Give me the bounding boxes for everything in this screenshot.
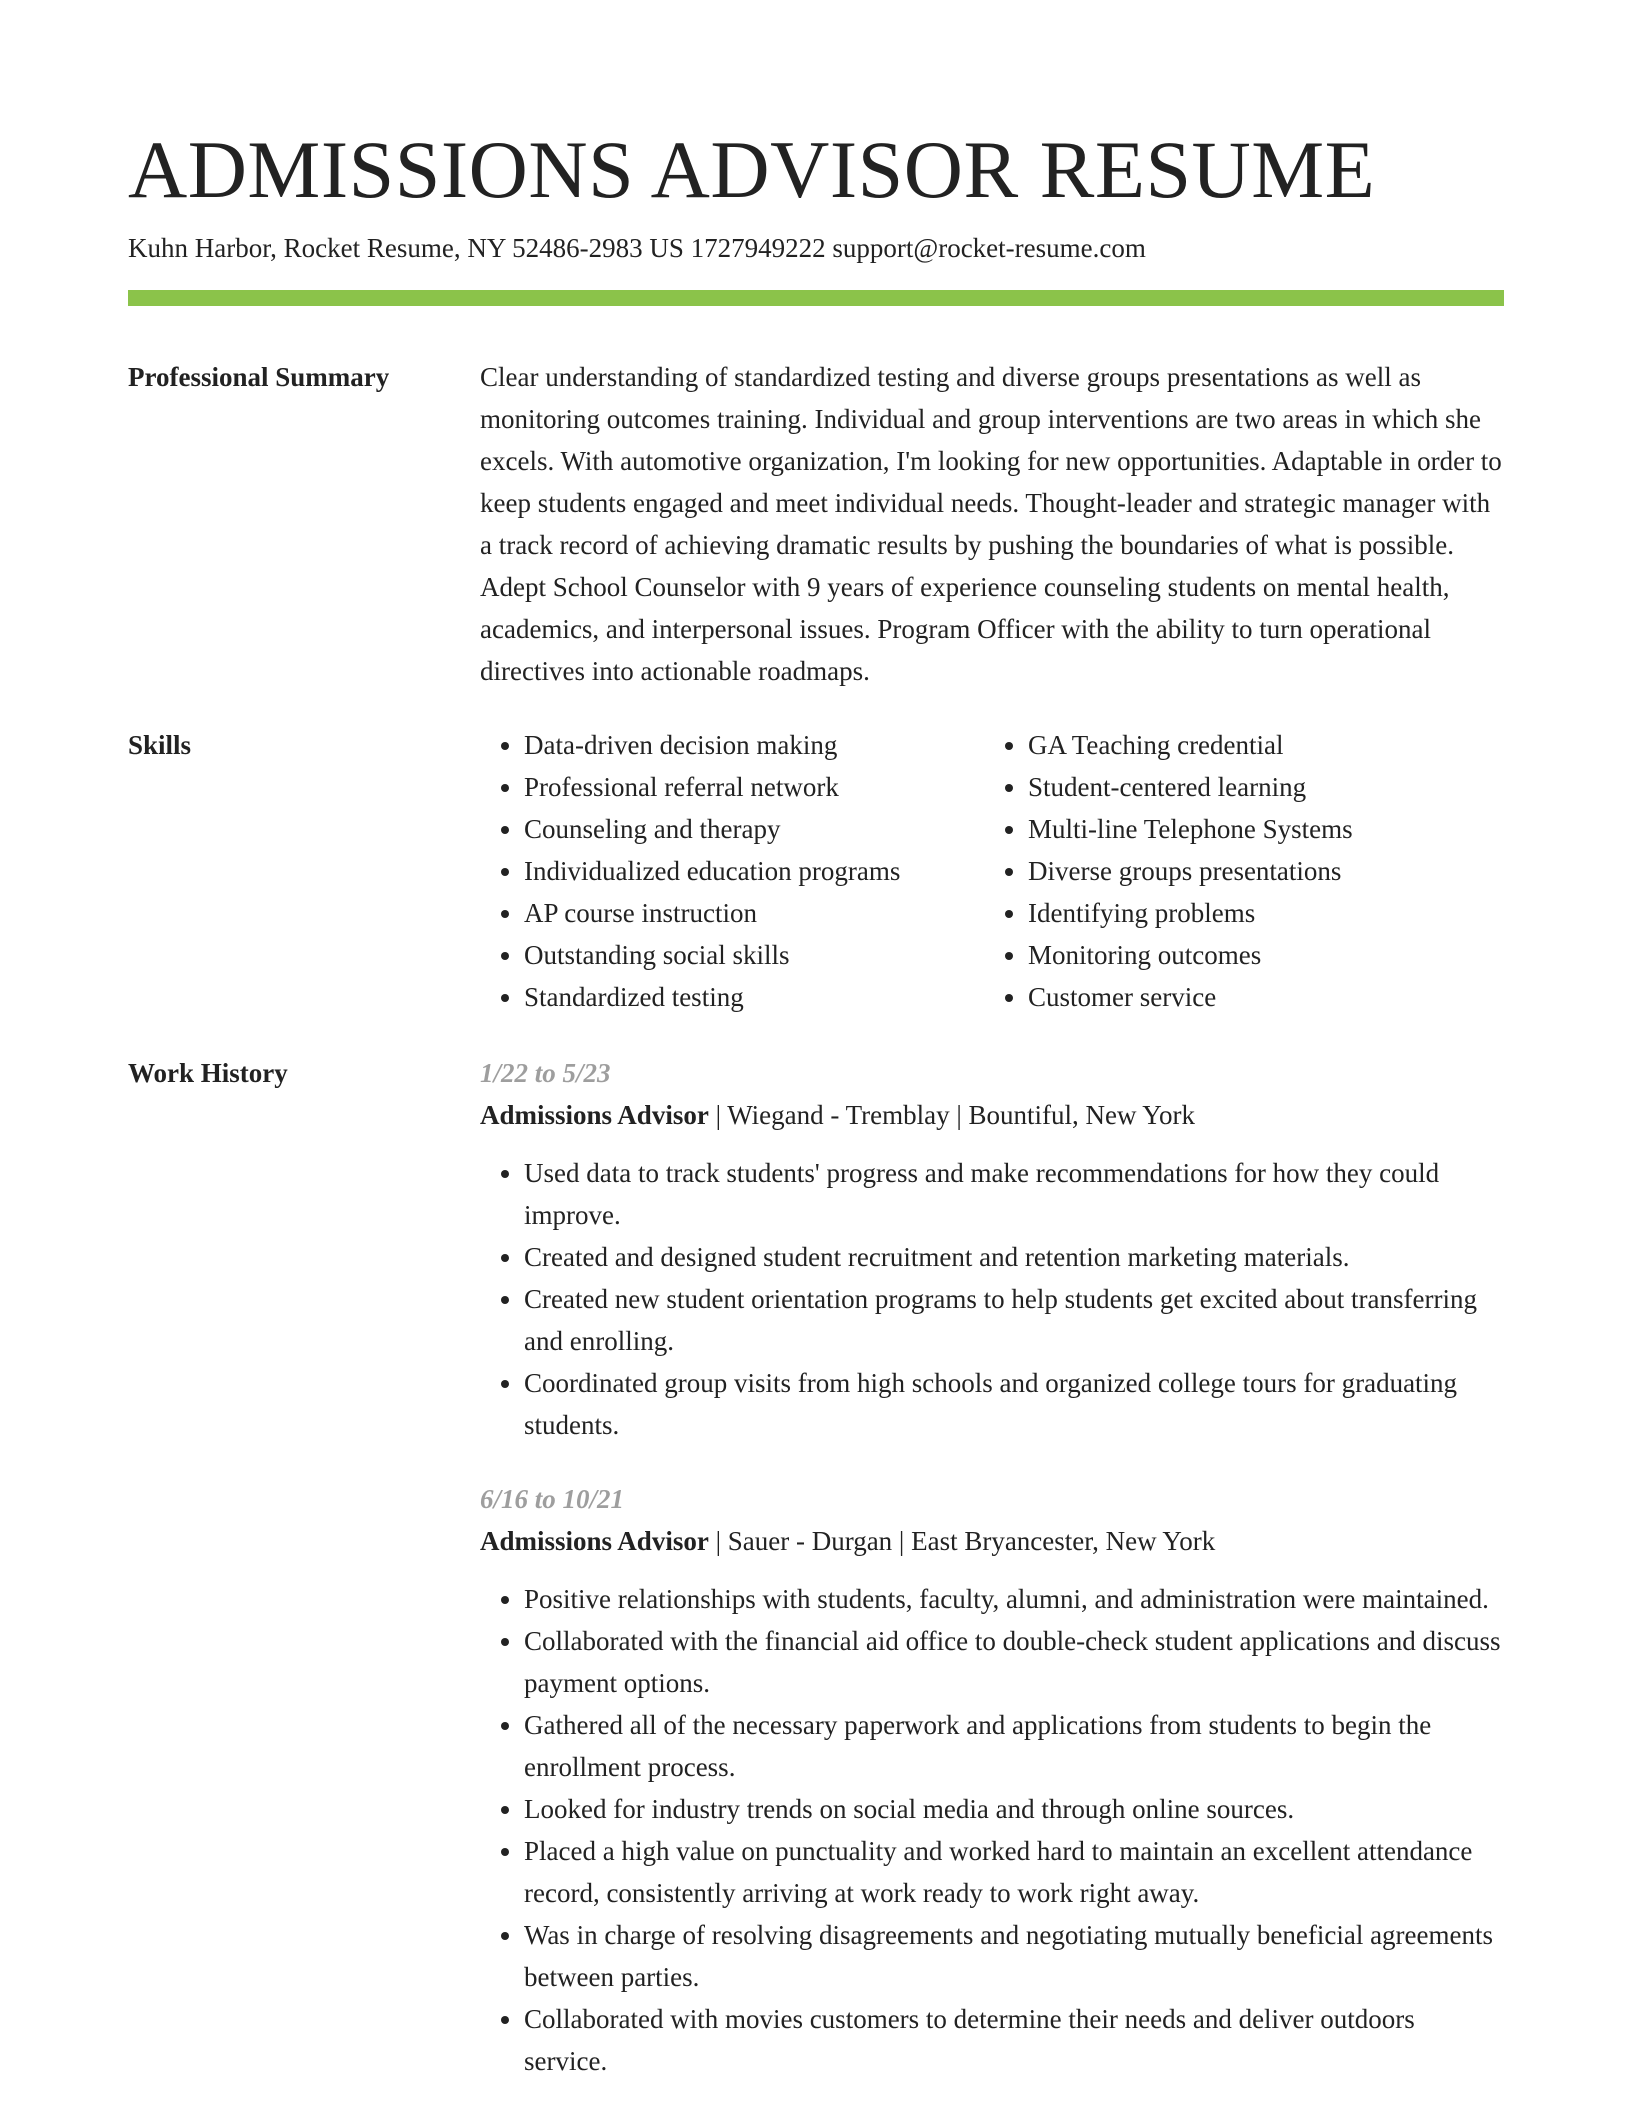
skill-item: • AP course instruction — [524, 892, 984, 934]
job-bullet: • Collaborated with the financial aid office to double-check student applications and discuss payment options. — [524, 1620, 1504, 1704]
skill-item: • Professional referral network — [524, 766, 984, 808]
skills-columns — [480, 724, 1504, 1018]
job-bullet: • Used data to track students' progress and make recommendations for how they could improve. — [524, 1152, 1504, 1236]
job-bullet: • Positive relationships with students, faculty, alumni, and administration were maintained. — [524, 1578, 1504, 1620]
job-bullet: • Collaborated with movies customers to determine their needs and deliver outdoors service. — [524, 1998, 1504, 2082]
job-bullet: • Gathered all of the necessary paperwork and applications from students to begin the enrollment process. — [524, 1704, 1504, 1788]
accent-divider — [128, 290, 1504, 306]
skill-item: • Multi-line Telephone Systems — [1028, 808, 1488, 850]
skill-item: • GA Teaching credential — [1028, 724, 1488, 766]
job-dates: 6/16 to 10/21 — [480, 1484, 625, 1514]
job-entry — [480, 1052, 1504, 1446]
skill-item: • Identifying problems — [1028, 892, 1488, 934]
job-heading — [480, 1520, 1504, 1562]
job-title: Admissions Advisor — [480, 1526, 709, 1556]
skill-item: • Counseling and therapy — [524, 808, 984, 850]
job-bullet: • Placed a high value on punctuality and worked hard to maintain an excellent attendance record, consistently arriving at work ready to work right away. — [524, 1830, 1504, 1914]
skill-item: • Standardized testing — [524, 976, 984, 1018]
skill-item: • Student-centered learning — [1028, 766, 1488, 808]
resume-title: ADMISSIONS ADVISOR RESUME — [128, 124, 1376, 215]
skills-label: Skills — [128, 730, 192, 760]
job-bullet: • Created new student orientation programs to help students get excited about transferring and enrolling. — [524, 1278, 1504, 1362]
skill-item: • Monitoring outcomes — [1028, 934, 1488, 976]
skills-list-right — [984, 724, 1488, 1018]
skills-list-left — [480, 724, 984, 1018]
job-bullet: • Created and designed student recruitment and retention marketing materials. — [524, 1236, 1504, 1278]
job-bullet: • Was in charge of resolving disagreements and negotiating mutually beneficial agreements between parties. — [524, 1914, 1504, 1998]
skill-item: • Outstanding social skills — [524, 934, 984, 976]
summary-section — [128, 356, 1504, 692]
skill-item: • Diverse groups presentations — [1028, 850, 1488, 892]
summary-label: Professional Summary — [128, 362, 390, 392]
job-bullet: • Coordinated group visits from high schools and organized college tours for graduating students. — [524, 1362, 1504, 1446]
summary-text: Clear understanding of standardized testing and diverse groups presentations as well as monitoring outcomes training. Individual and group interventions are two areas in which she excels. With automotive organization, I'm looking for new opportunities. Adaptable in order to keep students engaged and meet individual needs. Thought-leader and strategic manager with a track record of achieving dramatic results by pushing the boundaries of what is possible. Adept School Counselor with 9 years of experience counseling students on mental health, academics, and interpersonal issues. Program Officer with the ability to turn operational directives into actionable roadmaps. — [480, 362, 1502, 686]
job-details: | Wiegand - Tremblay | Bountiful, New York — [708, 1100, 1196, 1130]
job-title: Admissions Advisor — [480, 1100, 709, 1130]
job-bullet: • Looked for industry trends on social media and through online sources. — [524, 1788, 1504, 1830]
skill-item: • Customer service — [1028, 976, 1488, 1018]
work-history-body — [480, 1052, 1504, 2114]
job-bullets — [480, 1578, 1504, 2082]
contact-line: Kuhn Harbor, Rocket Resume, NY 52486-2983 US 1727949222 support@rocket-resume.com — [128, 233, 1146, 263]
job-details: | Sauer - Durgan | East Bryancester, New York — [708, 1526, 1216, 1556]
skill-item: • Individualized education programs — [524, 850, 984, 892]
work-history-section — [128, 1052, 1504, 2114]
skills-section — [128, 724, 1504, 1018]
work-history-label: Work History — [128, 1058, 288, 1088]
skills-body — [480, 724, 1504, 1018]
job-bullets — [480, 1152, 1504, 1446]
job-dates: 1/22 to 5/23 — [480, 1058, 611, 1088]
job-entry — [480, 1478, 1504, 2082]
job-heading — [480, 1094, 1504, 1136]
skill-item: • Data-driven decision making — [524, 724, 984, 766]
